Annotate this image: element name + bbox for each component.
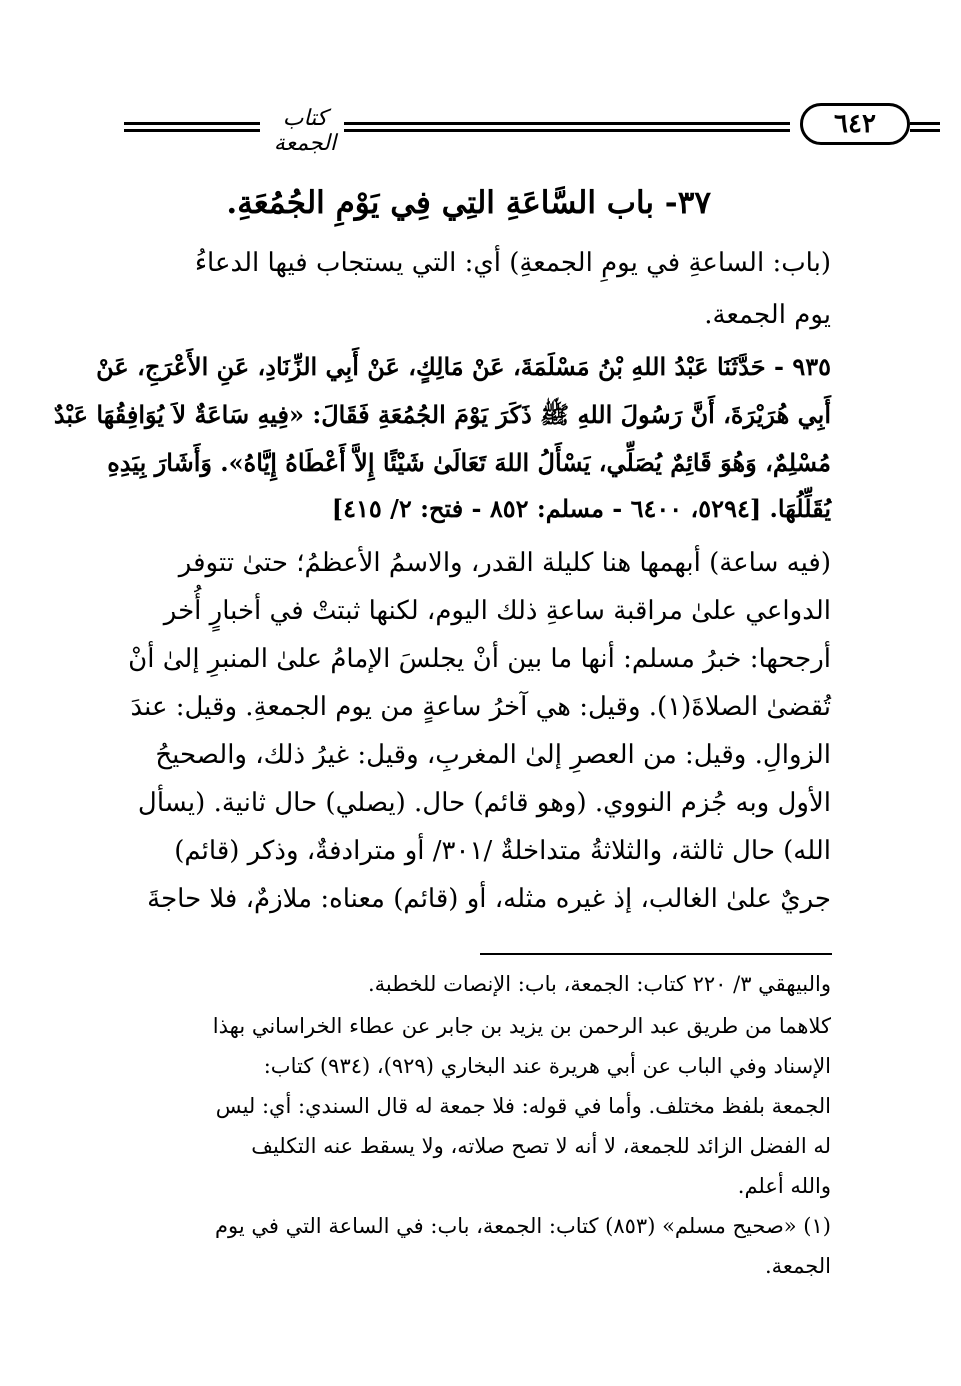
commentary-line: جريٌ علىٰ الغالب، إذ غيره مثله، أو (قائم) معناه: ملازمٌ، فلا حاجةَ bbox=[147, 884, 831, 914]
hadith-line: مُسْلِمٌ، وَهُوَ قَائِمٌ يُصَلِّي، يَسْأَلُ اللهَ تَعَالَىٰ شَيْئًا إِلاَّ أَعْطَاهُ إِيَّاهُ». وَأَشَارَ بِيَدِهِ bbox=[107, 448, 831, 477]
page-number: ٦٤٢ bbox=[800, 103, 910, 145]
footnote-line: الجمعة. bbox=[765, 1254, 831, 1278]
commentary-line: الدواعي علىٰ مراقبة ساعةِ ذلك اليوم، لكنها ثبتتْ في أخبارٍ أُخر bbox=[163, 596, 831, 626]
commentary-line: الزوالِ. وقيل: من العصرِ إلىٰ المغربِ، وقيل: غيرُ ذلك، والصحيحُ bbox=[155, 740, 831, 770]
header-rule-middle bbox=[344, 122, 790, 125]
hadith-line: ٩٣٥ - حَدَّثَنَا عَبْدُ اللهِ بْنُ مَسْلَمَةَ، عَنْ مَالِكٍ، عَنْ أَبِي الزِّنَادِ، عَنِ الأَعْرَجِ، عَنْ bbox=[96, 352, 831, 381]
page-header bbox=[100, 100, 876, 160]
footnote-line: الجمعة بلفظ مختلف. وأما في قوله: فلا جمعة له قال السندي: أي: ليس bbox=[215, 1094, 831, 1118]
header-rule-left bbox=[124, 122, 260, 125]
intro-line: (باب: الساعةِ في يومِ الجمعةِ) أي: التي يستجاب فيها الدعاءُ bbox=[194, 248, 831, 278]
footnote-line: الإسناد وفي الباب عن أبي هريرة عند البخاري (٩٢٩)، (٩٣٤) كتاب: bbox=[263, 1054, 831, 1078]
hadith-line: أَبِي هُرَيْرَةَ، أَنَّ رَسُولَ اللهِ ﷺ ذَكَرَ يَوْمَ الجُمُعَةِ فَقَالَ: «فِيهِ سَاعَةٌ لاَ يُوَافِقُهَا عَبْدٌ bbox=[53, 400, 831, 429]
footnote-divider bbox=[480, 953, 832, 955]
intro-line: يوم الجمعة. bbox=[704, 300, 831, 330]
hadith-line: يُقَلِّلُهَا. [٥٢٩٤، ٦٤٠٠ - مسلم: ٨٥٢ - فتح: ٢/ ٤١٥] bbox=[331, 494, 831, 523]
footnote-line: (١) «صحيح مسلم» (٨٥٣) كتاب: الجمعة، باب: في الساعة التي في يوم bbox=[214, 1214, 831, 1238]
commentary-line: الله) حال ثالثة، والثلاثةُ متداخلةٌ /٣٠١/ أو مترادفةٌ، وذكر (قائم) bbox=[174, 836, 831, 866]
commentary-line: أرجحها: خبرُ مسلم: أنها ما بين أنْ يجلسَ الإمامُ علىٰ المنبرِ إلىٰ أنْ bbox=[128, 644, 831, 674]
running-title: كتاب الجمعة bbox=[273, 106, 337, 156]
footnote-line: والله أعلم. bbox=[737, 1174, 831, 1198]
footnote-line: كلاهما من طريق عبد الرحمن بن يزيد بن جابر عن عطاء الخراساني بهذا bbox=[212, 1014, 831, 1038]
commentary-line: الأول وبه جُزم النووي. (وهو قائم) حال. (يصلي) حال ثانية. (يسأل bbox=[137, 788, 831, 818]
header-rule-right bbox=[910, 122, 940, 125]
commentary-line: (فيه ساعة) أبهمها هنا كليلة القدر، والاسمُ الأعظمُ؛ حتىٰ تتوفر bbox=[178, 548, 831, 578]
footnote-line: والبيهقي ٣/ ٢٢٠ كتاب: الجمعة، باب: الإنصات للخطبة. bbox=[368, 972, 831, 996]
chapter-title: ٣٧- باب السَّاعَةِ التِي فِي يَوْمِ الجُمُعَةِ. bbox=[226, 185, 711, 221]
footnote-line: له الفضل الزائد للجمعة، لا أنه لا تصح صلاته، ولا يسقط عنه التكليف bbox=[251, 1134, 831, 1158]
commentary-line: تُقضىٰ الصلاةَ(١). وقيل: هي آخرُ ساعةٍ من يوم الجمعةِ. وقيل: عندَ bbox=[130, 692, 831, 722]
